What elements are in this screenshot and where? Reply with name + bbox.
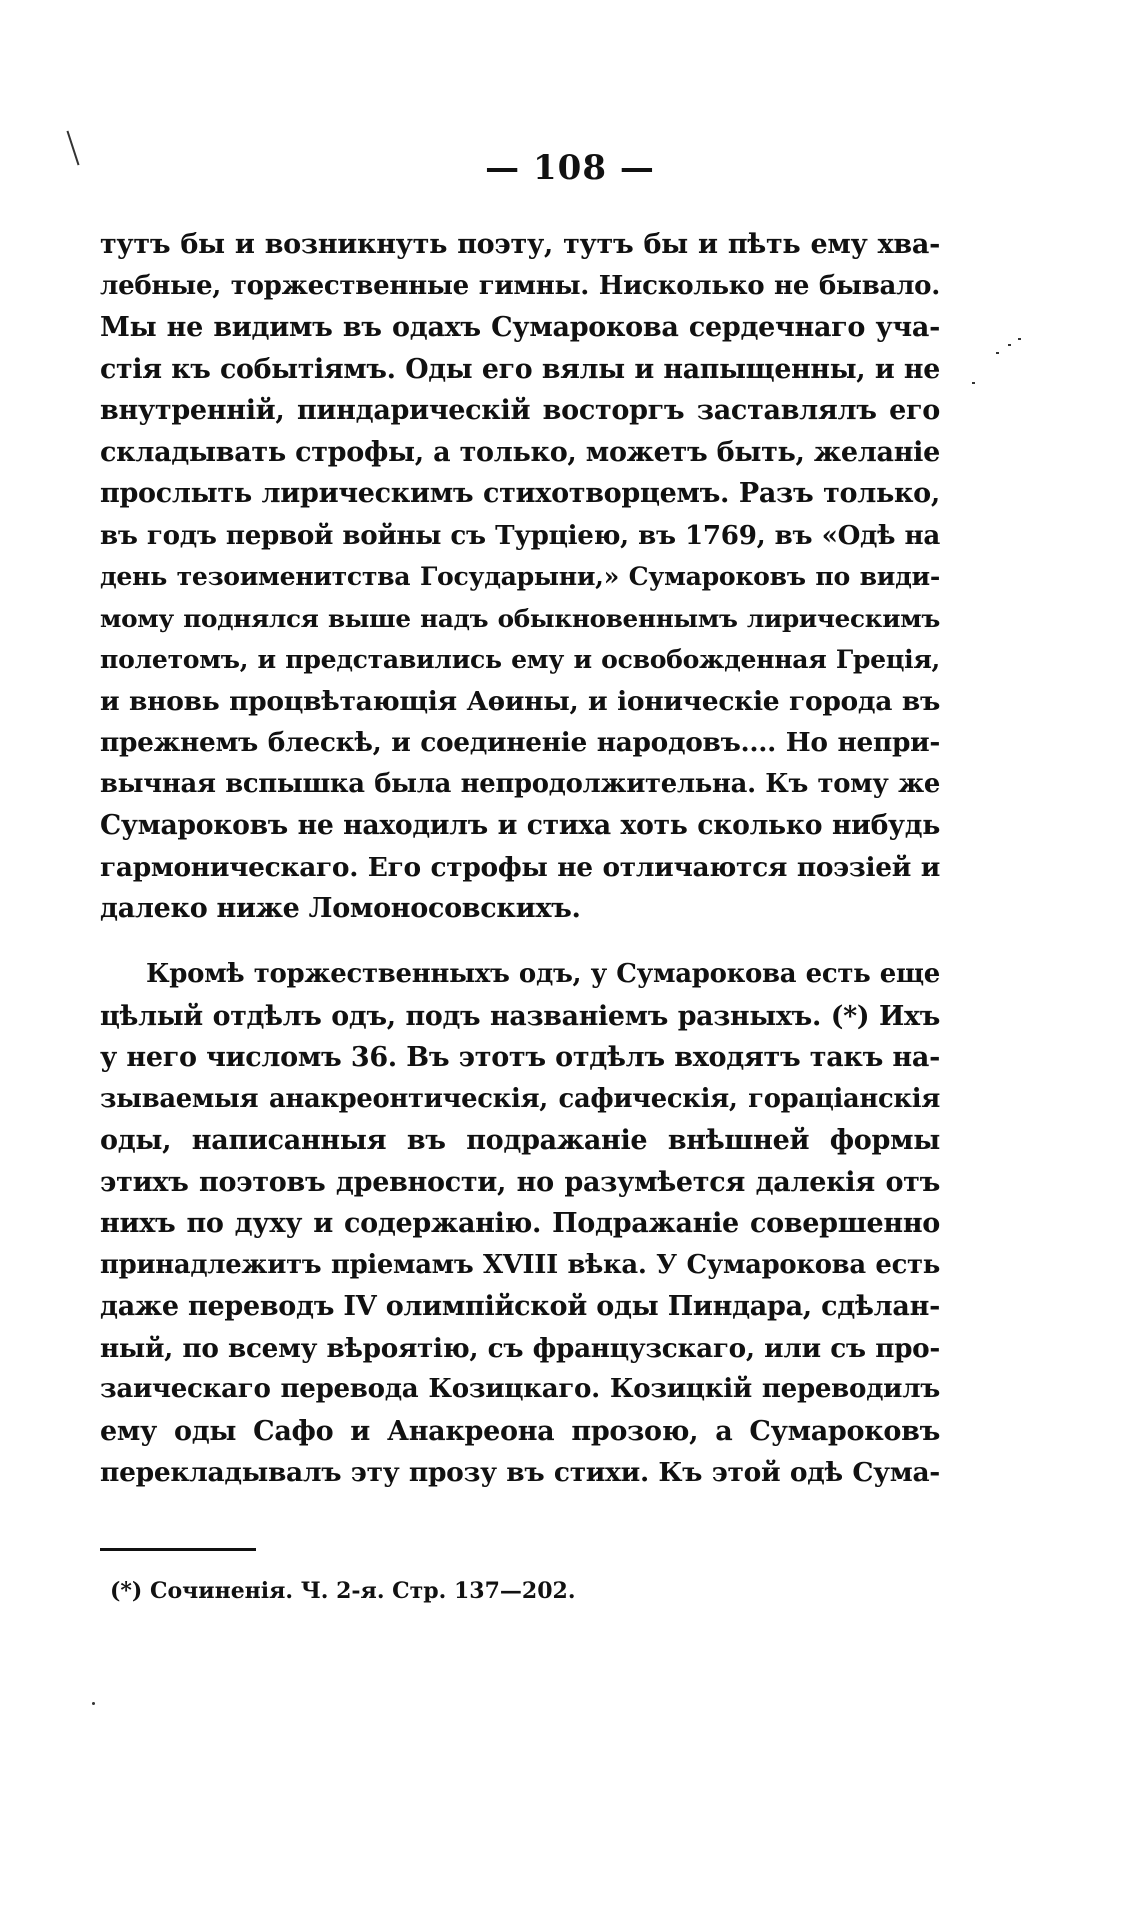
text-line: Сумароковъ не находилъ и стиха хоть сколько нибудь	[100, 810, 940, 841]
text-line: зываемыя анакреонтическія, сафическія, гораціанскія	[100, 1083, 940, 1114]
text-line: ный, по всему вѣроятію, съ французскаго, или съ про-	[100, 1332, 940, 1364]
speck	[996, 352, 999, 354]
text-line: нихъ по духу и содержанію. Подражаніе совершенно	[100, 1208, 940, 1239]
paragraph-2	[100, 954, 940, 1494]
text-line: перекладывалъ эту прозу въ стихи. Къ этой одѣ Сума-	[100, 1457, 940, 1488]
text-line: прослыть лирическимъ стихотворцемъ. Разъ только,	[100, 478, 940, 509]
text-line: ему оды Сафо и Анакреона прозою, а Сумароковъ	[100, 1415, 940, 1447]
text-line: даже переводъ IV олимпійской оды Пиндара, сдѣлан-	[100, 1291, 940, 1322]
text-line: далеко ниже Ломоносовскихъ.	[100, 893, 581, 924]
text-line: прежнемъ блескѣ, и соединеніе народовъ.... Но непри-	[100, 727, 940, 758]
text-line: внутренній, пиндарическій восторгъ заставлялъ его	[100, 395, 940, 426]
text-line: гармоническаго. Его строфы не отличаются поэзіей и	[100, 851, 940, 883]
paragraph-1	[100, 224, 940, 930]
text-line: и вновь процвѣтающія Аѳины, и іоническіе города въ	[100, 685, 940, 717]
speck	[1008, 344, 1011, 346]
text-line: у него числомъ 36. Въ этотъ отдѣлъ входятъ такъ на-	[100, 1042, 940, 1073]
speck	[1018, 338, 1021, 340]
text-line: Кромѣ торжественныхъ одъ, у Сумарокова есть еще	[146, 959, 940, 989]
text-line: цѣлый отдѣлъ одъ, подъ названіемъ разныхъ. (*) Ихъ	[100, 1000, 940, 1032]
text-line: оды, написанныя въ подражаніе внѣшней формы	[100, 1125, 940, 1156]
text-line: тутъ бы и возникнуть поэту, тутъ бы и пѣть ему хва-	[100, 229, 940, 260]
footnote-divider	[100, 1548, 256, 1551]
text-line: въ годъ первой войны съ Турціею, въ 1769, въ «Одѣ на	[100, 519, 940, 551]
text-line: этихъ поэтовъ древности, но разумѣется далекія отъ	[100, 1166, 940, 1198]
footnote: (*) Сочиненія. Ч. 2-я. Стр. 137—202.	[110, 1578, 576, 1604]
text-line: лебные, торжественные гимны. Нисколько не бывало.	[100, 270, 940, 301]
text-line: заическаго перевода Козицкаго. Козицкій переводилъ	[100, 1374, 940, 1404]
text-line: складывать строфы, а только, можетъ быть, желаніе	[100, 436, 940, 468]
text-line: Мы не видимъ въ одахъ Сумарокова сердечнаго уча-	[100, 312, 940, 343]
text-line: день тезоименитства Государыни,» Сумароковъ по види-	[100, 561, 940, 591]
speck	[92, 1702, 95, 1705]
text-line: мому поднялся выше надъ обыкновеннымъ лирическимъ	[100, 603, 940, 633]
text-line: принадлежитъ пріемамъ XVIII вѣка. У Сумарокова есть	[100, 1249, 940, 1280]
text-line: стія къ событіямъ. Оды его вялы и напыщенны, и не	[100, 353, 940, 385]
speck	[972, 382, 975, 384]
text-line: вычная вспышка была непродолжительна. Къ тому же	[100, 768, 940, 799]
page-number: — 108 —	[485, 148, 655, 188]
text-line: полетомъ, и представились ему и освобожденная Греція,	[100, 644, 940, 674]
